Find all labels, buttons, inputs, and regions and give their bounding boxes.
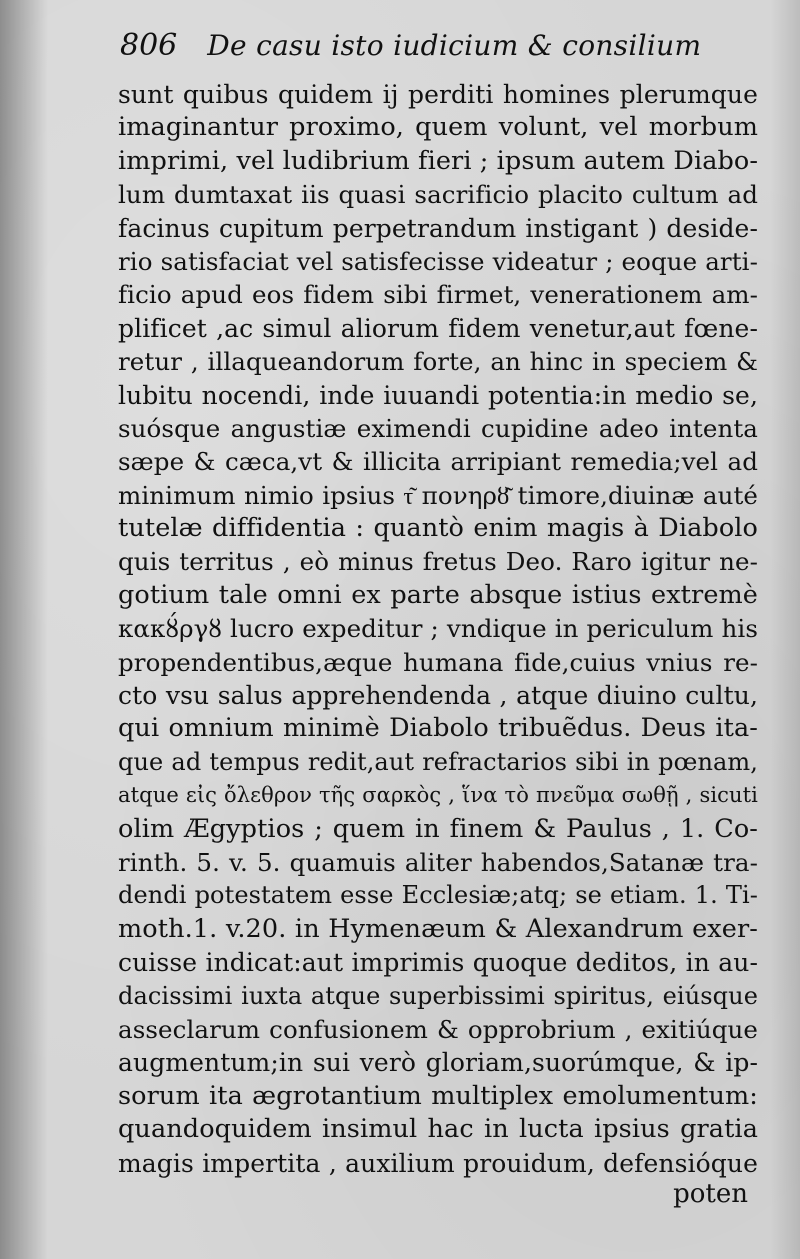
text-line: propendentibus,æque humana fide,cuius vnius re-: [118, 647, 758, 677]
text-line: rio satisfaciat vel satisfecisse videatur ; eoque arti-: [118, 246, 758, 276]
text-line: imprimi, vel ludibrium fieri ; ipsum autem Diabo-: [118, 145, 759, 176]
text-line: dacissimi iuxta atque superbissimi spiritus, eiúsque: [118, 981, 758, 1010]
text-line: asseclarum confusionem & opprobrium , exitiúque: [118, 1014, 758, 1044]
text-line: ficio apud eos fidem sibi firmet, venerationem am-: [118, 280, 758, 310]
text-line: rinth. 5. v. 5. quamuis aliter habendos,Satanæ tra-: [118, 847, 758, 877]
text-line: gotium tale omni ex parte absque istius extremè: [118, 579, 758, 610]
text-line: sorum ita ægrotantium multiplex emolumentum:: [118, 1080, 758, 1111]
page-header: [120, 28, 760, 78]
page-edge-shadow: [770, 0, 800, 1259]
text-line: sæpe & cæca,vt & illicita arripiant remedia;vel ad: [118, 447, 758, 477]
text-line: κακȣ́ργȣ lucro expeditur ; vndique in periculum his: [118, 614, 758, 644]
text-line: tutelæ diffidentia : quantò enim magis à Diabolo: [118, 513, 758, 544]
text-line: magis impertita , auxilium prouidum, defensióque: [118, 1148, 758, 1178]
text-line: plificet ,ac simul aliorum fidem venetur,aut fœne-: [118, 313, 758, 343]
text-line: lubitu nocendi, inde iuuandi potentia:in medio se,: [118, 380, 758, 410]
text-line: dendi potestatem esse Ecclesiæ;atq; se etiam. 1. Ti-: [118, 881, 758, 910]
page-number: 806: [120, 28, 178, 63]
text-line: minimum nimio ipsius τ͂ πονηρȣ͂ timore,diuinæ auté: [118, 480, 758, 510]
running-title: De casu isto iudicium & consilium: [207, 29, 702, 62]
text-line: augmentum;in sui verò gloriam,suorúmque, & ip-: [118, 1048, 758, 1078]
text-line: retur , illaqueandorum forte, an hinc in speciem &: [118, 347, 758, 377]
text-line: facinus cupitum perpetrandum instigant ) deside-: [118, 213, 758, 243]
text-line: atque εἰς ὄλεθρον τῆς σαρκὸς , ἵνα τὸ πνεῦμα σωθῇ , sicuti: [118, 783, 758, 808]
text-line: moth.1. v.20. in Hymenæum & Alexandrum exer-: [118, 913, 758, 944]
text-line: olim Ægyptios ; quem in finem & Paulus , 1. Co-: [118, 813, 758, 844]
text-line: sunt quibus quidem ij perditi homines plerumque: [118, 80, 758, 109]
text-line: cuisse indicat:aut imprimis quoque deditos, in au-: [118, 948, 758, 978]
text-line: quis territus , eò minus fretus Deo. Raro igitur ne-: [118, 547, 758, 577]
text-line: que ad tempus redit,aut refractarios sibi in pœnam,: [118, 747, 758, 776]
catchword: poten: [673, 1179, 748, 1209]
text-line: cto vsu salus apprehendenda , atque diuino cultu,: [118, 681, 758, 711]
gutter-shadow: [0, 0, 48, 1259]
text-line: quandoquidem insimul hac in lucta ipsius gratia: [118, 1114, 758, 1145]
text-line: imaginantur proximo, quem volunt, vel morbum: [118, 112, 758, 143]
text-line: suósque angustiæ eximendi cupidine adeo intenta: [118, 413, 758, 443]
body-text: [118, 78, 758, 1180]
text-line: qui omnium minimè Diabolo tribuẽdus. Deus ita-: [118, 713, 758, 744]
text-line: lum dumtaxat iis quasi sacrificio placito cultum ad: [118, 180, 758, 210]
